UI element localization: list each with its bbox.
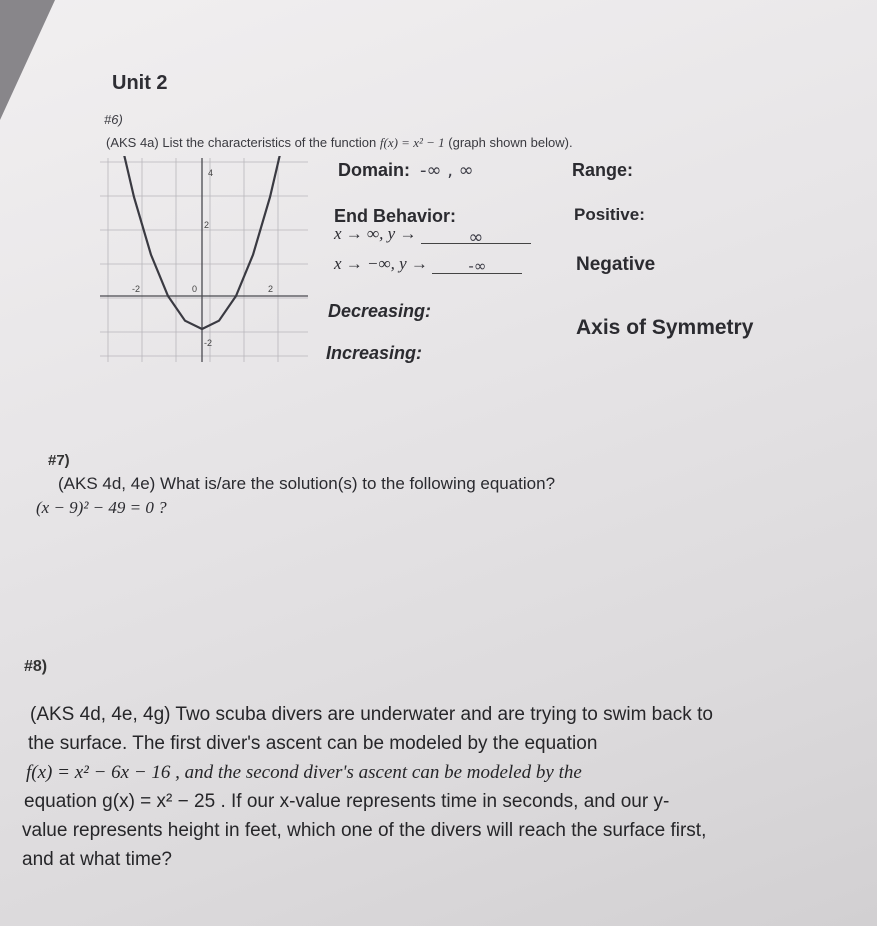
tick-label-y-neg2: -2 — [204, 338, 213, 348]
q8-line-2: the surface. The first diver's ascent can be modeled by the equation — [28, 733, 598, 754]
q8-line-3: f(x) = x² − 6x − 16 , and the second diver's ascent can be modeled by the — [26, 762, 582, 783]
end-behavior-blank-1 — [421, 227, 531, 248]
tick-label-y-2: 2 — [204, 220, 210, 230]
q6-function: f(x) = x² − 1 — [379, 135, 445, 150]
end-behavior-answer-1: ∞ — [468, 227, 484, 248]
unit-title: Unit 2 — [112, 72, 168, 94]
q8-number: #8) — [24, 658, 48, 675]
q8-line-6: and at what time? — [22, 849, 172, 870]
q7-equation: (x − 9)² − 49 = 0 ? — [36, 498, 167, 517]
q6-prompt: (AKS 4a) List the characteristics of the function — [106, 135, 377, 150]
decreasing-label: Decreasing: — [328, 301, 432, 321]
q8-line-5: value represents height in feet, which one of the divers will reach the surface first, — [22, 820, 707, 841]
q6-prompt-end: (graph shown below). — [448, 135, 573, 150]
domain-label: Domain: — [338, 160, 410, 180]
q8-line-1: (AKS 4d, 4e, 4g) Two scuba divers are underwater and are trying to swim back to — [30, 704, 713, 725]
q7-prompt: (AKS 4d, 4e) What is/are the solution(s) to the following equation? — [58, 474, 556, 493]
tick-label-x-neg2: -2 — [132, 284, 141, 294]
q6-number: #6) — [104, 112, 123, 127]
tick-label-origin: 0 — [192, 284, 198, 294]
end-behavior-blank-2 — [432, 257, 522, 274]
q8-body — [22, 700, 862, 874]
end-behavior-answer-2: -∞ — [468, 257, 487, 275]
end-behavior-label: End Behavior: — [334, 206, 457, 226]
end-behavior-line-2: x → −∞, y → — [334, 254, 428, 273]
range-label: Range: — [572, 160, 634, 180]
page-corner-shadow — [0, 0, 55, 120]
negative-label: Negative — [576, 254, 656, 275]
end-behavior-row-2 — [334, 254, 522, 274]
q8-line-4: equation g(x) = x² − 25 . If our x-value represents time in seconds, and our y- — [24, 791, 670, 812]
tick-label-x-2: 2 — [268, 284, 274, 294]
positive-label: Positive: — [574, 205, 645, 224]
end-behavior-row-1 — [334, 224, 531, 248]
increasing-label: Increasing: — [326, 343, 423, 363]
parabola-graph — [98, 156, 310, 364]
q7-number: #7) — [48, 452, 70, 469]
tick-label-y-4: 4 — [208, 168, 214, 178]
q6-prompt-line — [106, 135, 573, 151]
axis-of-symmetry-label: Axis of Symmetry — [576, 316, 754, 339]
domain-answer: -∞ , ∞ — [420, 160, 474, 181]
end-behavior-line-1: x → ∞, y → — [334, 224, 417, 243]
